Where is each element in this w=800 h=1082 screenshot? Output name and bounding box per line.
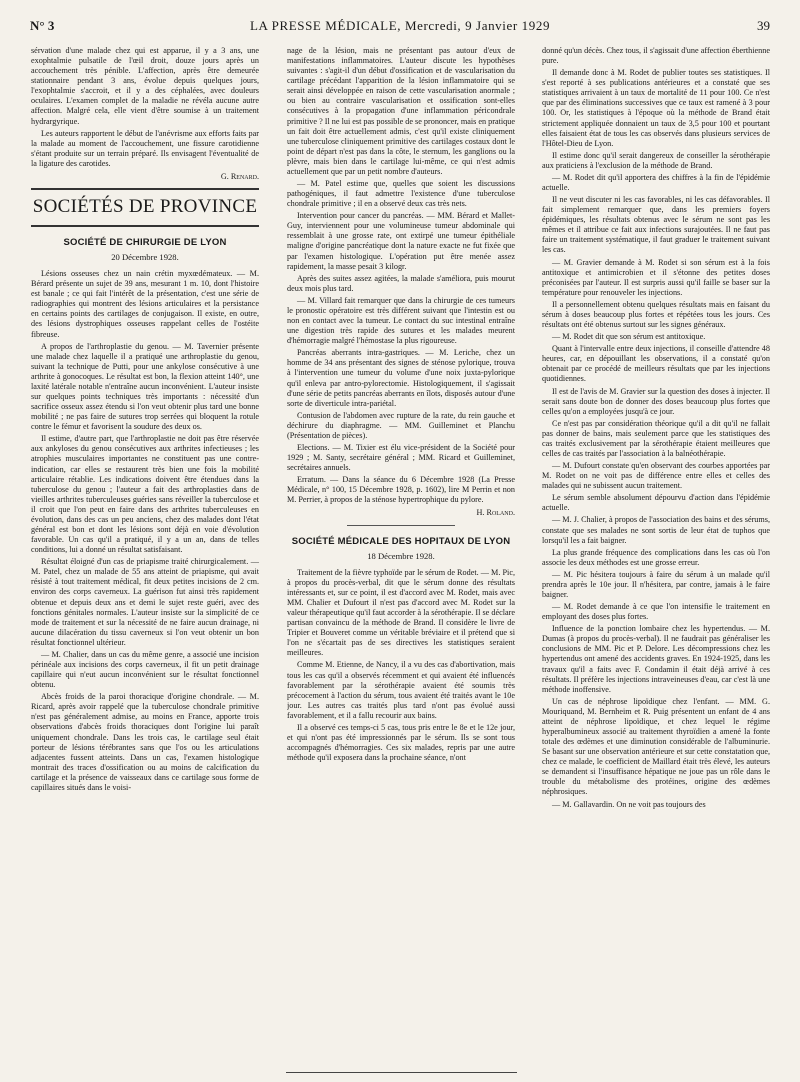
column-middle [287, 46, 515, 1074]
paragraph: Quant à l'intervalle entre deux injections, il conseille d'attendre 48 heures, car, en dépouillant les observations, il a constaté qu'on obtenait par ce procédé de meilleurs résultats que par les injections quotidiennes. [542, 344, 770, 384]
divider [347, 525, 455, 526]
divider [31, 188, 259, 190]
signature: G. Renard. [220, 171, 259, 181]
paragraph: Le sérum semble absolument dépourvu d'action dans l'épidémie actuelle. [542, 493, 770, 513]
paragraph: — M. Pic hésitera toujours à faire du sérum à un malade qu'il prendra après le 10e jour. Il n'hésitera, par contre, jamais à le faire baigner. [542, 569, 770, 599]
paragraph: — M. Rodet demande à ce que l'on intensifie le traitement en employant des doses plus fortes. [542, 602, 770, 622]
article-paragraph: Abcès froids de la paroi thoracique d'origine chondrale. — M. Ricard, après avoir rappelé que la tuberculose chondrale primitive n'est pas généralement admise, au moins en France, apporte trois observations d'abcès froids thoraciques dont l'origine lui paraît uniquement chondrale. Dans les trois cas, le cartilage seul était porteur de lésions térébrantes sans que l'os ou les articulations adjacentes fussent atteints. Dans un cas, l'examen histologique montrait des traces d'ossification ou au moins de calcification du cartilage et la présence de vaisseaux dans ce cartilage sous forme de capillaires situés dans le voisi- [31, 692, 259, 792]
paragraph: — M. Chalier, dans un cas du même genre, a associé une incision périnéale aux incisions des corps caverneux, il fit un petit drainage capillaire qui n'eut aucun inconvénient sur le résultat fonctionnel obtenu. [31, 649, 259, 690]
signature: H. Roland. [476, 508, 515, 518]
paragraph: — M. J. Chalier, à propos de l'association des bains et des sérums, constate que ses malades ne sont sortis de leur état de tuphos que lorsqu'il les a fait baigner. [542, 515, 770, 545]
paragraph: Il a observé ces temps-ci 5 cas, tous pris entre le 8e et le 12e jour, et qui n'ont pas été impressionnés par le sérum. Ils se sont tous accompagnés d'hémorragies. Ces six malades, repris par une autre méthode qu'il exposera dans la prochaine séance, n'ont [287, 722, 515, 763]
page-number: 39 [757, 18, 770, 33]
paragraph: Il est de l'avis de M. Gravier sur la question des doses à injecter. Il serait sans doute bon de donner des doses beaucoup plus fortes que celles qu'on a employées jusqu'à ce jour. [542, 386, 770, 416]
paragraph: Il ne veut discuter ni les cas favorables, ni les cas défavorables. Il fait simplement remarquer que, dans les premiers foyers épidémiques, les résultats obtenus avec le sérum ne sont pas les mêmes et il attribue ce fait aux infections surajoutées. Il ne faut pas faire un traitement systématique, il faut graduer le traitement suivant les cas. [542, 195, 770, 255]
article-paragraph: Contusion de l'abdomen avec rupture de la rate, du rein gauche et déchirure du diaphragme. — MM. Guilleminet et Planchu (Présentation de pièces). [287, 410, 515, 440]
paragraph: — M. Gravier demande à M. Rodet si son sérum est à la fois antitoxique et antimicrobien et il s'étonne des petites doses préconisées par l'auteur. Il est surpris aussi qu'il faille se baser sur la température pour renouveler les injections. [542, 257, 770, 297]
article-paragraph: A propos de l'arthroplastie du genou. — M. Tavernier présente une malade chez laquelle il a pratiqué une arthroplastie du genou, suivant la technique de Putti, pour une ankylose consécutive à une arthrite à gonocoques. Le résultat est bon, la flexion atteint 140°, une laxité latérale notable n'entraîne aucun inconvénient. L'auteur insiste sur quelques points techniques très importants : nécessité d'un sacrifice osseux assez étendu si l'on veut obtenir plus tard une bonne mobilité ; ne pas faire de sutures trop serrées qui bloquent la rotule contre le fémur et favorisent la soudure des deux os. [31, 341, 259, 432]
divider [31, 225, 259, 227]
paragraph: Les auteurs rapportent le début de l'anévrisme aux efforts faits par la malade au moment de l'accouchement, une fissure carotidienne s'étant produite sur un terrain préparé. Ils envisagent l'éventualité de la ligature des carotides. [31, 128, 259, 168]
journal-title: LA PRESSE MÉDICALE, Mercredi, 9 Janvier 1929 [249, 18, 551, 33]
paragraph: — M. Rodet dit qu'il apportera des chiffres à la fin de l'épidémie actuelle. [542, 172, 770, 193]
issue-number: N° 3 [30, 18, 55, 33]
session-date: 18 Décembre 1928. [367, 551, 435, 562]
society-heading: SOCIÉTÉ MÉDICALE DES HOPITAUX DE LYON [291, 535, 511, 547]
paragraph: Comme M. Etienne, de Nancy, il a vu des cas d'abortivation, mais tous les cas qu'il a observés récemment et qui avaient été influencés favorablement par la sérothérapie avaient été soumis très précocement à l'action du sérum, tous avaient été traités avant le 10e jour. Les autres cas traités plus tard n'ont pas évolué aussi favorablement, et il a fallu recourir aux bains. [287, 660, 515, 720]
paragraph: Il estime donc qu'il serait dangereux de conseiller la sérothérapie aux praticiens à l'exclusion de la méthode de Brand. [542, 150, 770, 170]
article-paragraph: Résultat éloigné d'un cas de priapisme traité chirurgicalement. — M. Patel, chez un malade de 55 ans atteint de priapisme, qui avait résisté à tout traitement médical, fit deux petites incisions de 2 cm. environ des corps caverneux. La guérison fut ainsi très rapidement obtenue et depuis deux ans et demi le sujet reste guéri, avec des fonctions génitales normales. L'auteur insiste sur la simplicité de ce mode de traitement et sur la nécessité de ne faire aucun drainage, ni aucune dilacération du tissu caverneux si l'on veut obtenir un bon résultat fonctionnel ultérieur. [31, 557, 259, 647]
paragraph: — M. Dufourt constate qu'en observant des courbes apportées par M. Rodet on ne voit pas de différence entre elles et celles des malades qui ne subissent aucun traitement. [542, 461, 770, 491]
article-paragraph: Traitement de la fièvre typhoïde par le sérum de Rodet. — M. Pic, à propos du procès-verbal, dit que le sérum donne des résultats intéressants et, sur ce point, il est d'accord avec M. Rodet, mais avec MM. Chalier et Dufourt il n'est pas d'accord avec M. Rodet sur la valeur thérapeutique qu'il faut accorder à la sérothérapie. Il se déclare partisan convaincu de la méthode de Brand. Il considère le livre de Tripier et Bouveret comme un véritable bréviaire et il prétend que si l'on ne s'écartait pas de ses directives les statistiques seraient meilleures. [287, 567, 515, 658]
paragraph: — M. Gallavardin. On ne voit pas toujours des [552, 799, 706, 809]
society-heading: SOCIÉTÉ DE CHIRURGIE DE LYON [63, 236, 227, 248]
column-right [542, 46, 770, 1074]
session-date: 20 Décembre 1928. [111, 252, 179, 263]
page-header [30, 14, 770, 36]
paragraph: donné qu'un décès. Chez tous, il s'agissait d'une affection éberthienne pure. [542, 46, 770, 66]
paragraph: Erratum. — Dans la séance du 6 Décembre 1928 (La Presse Médicale, n° 100, 15 Décembre 1928, p. 1602), lire M Perrin et non M. Perrier, à propos de la sténose hypertrophique du pylore. [287, 475, 515, 505]
paragraph: sérvation d'une malade chez qui est apparue, il y a 3 ans, une exophtalmie pulsatile de l'œil droit, douze jours après un accouchement très pénible. L'affection, après être demeurée stationnaire pendant 3 ans, évolue depuis quelques jours, l'exophtalmie s'accroit, et il y a des céphalées, avec douleurs oculaires. L'examen complet de la maladie ne révéla aucune autre affection. Malgré cela, elle vient d'être soumise à un traitement hydrargyrique. [31, 46, 259, 126]
paragraph: — M. Rodet dit que son sérum est antitoxique. [552, 332, 706, 342]
paragraph: nage de la lésion, mais ne présentant pas autour d'eux de manifestations inflammatoires. L'auteur discute les hypothèses suivantes : s'agit-il d'un début d'ossification et de vascularisation du cartilage précédant l'apparition de la lésion inflammatoire qui se serait ainsi développée en raison de cette vascularisation anormale ; ou bien au contraire vascularisation et ossification sont-elles consécutives à la propagation d'une inflammation péricondrale primitive ? Il ne lui est pas possible de se prononcer, mais en pratique un fait doit être actuellement admis, c'est qu'il existe cliniquement une tuberculose cliniquement primitive des cartilages costaux dont le point de départ n'est pas dans la côte, le sternum, les ganglions ou la plèvre, mais bien dans le cartilage lui-même, ce qui n'est admis actuellement que par un petit nombre d'auteurs. [287, 46, 515, 176]
paragraph: Après des suites assez agitées, la malade s'améliora, puis mourut deux mois plus tard. [287, 273, 515, 293]
column-left [31, 46, 259, 1074]
article-paragraph: Influence de la ponction lombaire chez les hypertendus. — M. Dumas (à propos du procès-verbal). Il ne faudrait pas généraliser les conclusions de MM. Pic et P. Delore. Les décompressions chez les hypertendus ont amené des accidents graves. En 1924-1925, dans les travaux qu'il a faits avec F. Condamin il était déjà arrivé à ces résultats. Il préfère les injections intraveineuses d'eau, car c'est là une méthode inoffensive. [542, 624, 770, 694]
paragraph: Il a personnellement obtenu quelques résultats mais en faisant du sérum à doses beaucoup plus fortes et répétées tous les jours. Ces résultats ont été obtenus surtout sur les signes généraux. [542, 299, 770, 330]
paragraph: Il demande donc à M. Rodet de publier toutes ses statistiques. Il s'est reporté à ses publications antérieures et a constaté que ses statistiques arrivaient à un taux de mortalité de 11 pour 100. Ce n'est que par des éliminations successives que ce taux est ramené à 3 pour 100. Or, les statistiques à l'époque où la méthode de Brand était strictement appliquée donnaient un taux de 3,5 pour 100 et pourtant elles faisaient état de tous les cas observés dans plusieurs services de l'Hôtel-Dieu de Lyon. [542, 68, 770, 148]
paragraph: Il estime, d'autre part, que l'arthroplastie ne doit pas être réservée aux ankyloses du genou consécutives aux arthrites infectieuses ; les atrophies musculaires importantes ne constituent pas une contre-indication, car elles se restaurent très bien une fois la mobilité articulaire rétablie. Les indications doivent être étendues dans la tuberculose du genou ; l'auteur a fait des arthroplasties dans de vieilles arthrites tuberculeuses guéries sans réveiller la tuberculose et il croit que l'on peut en faire dans des arthrites tuberculeuses en évolution, dans des cas un peu anciens, chez des malades dont l'état général est bon et dont les lésions sont déjà en voie d'évolution favorable. Un cas qu'il a pratiqué, il y a un an, dans de telles conditions, lui a donné un résultat satisfaisant. [31, 434, 259, 555]
article-paragraph: Un cas de néphrose lipoïdique chez l'enfant. — MM. G. Mouriquand, M. Bernheim et R. Puig présentent un enfant de 4 ans atteint de néphrose lipoïdique, et chez lequel le régime hyperalbumineux associé au traitement thyroïdien a amené la fonte totale des œdèmes et une diminution considérable de l'albuminurie. Se basant sur une observation antérieure et sur cette constatation que, chez ce malade, le coefficient de Maillard était très élevé, les auteurs se demandent si l'insuffisance hépatique ne joue pas un rôle dans le trouble du métabolisme des protéines, origine des œdèmes néphrosiques. [542, 696, 770, 797]
paragraph: La plus grande fréquence des complications dans les cas où l'on associe les deux méthodes est une grosse erreur. [542, 547, 770, 567]
footer-rule [286, 1072, 517, 1073]
article-paragraph: Pancréas aberrants intra-gastriques. — M. Leriche, chez un homme de 34 ans présentant des signes de sténose pylorique, trouva à l'intervention une tumeur du volume d'une noix juxta-pylorique qu'il enleva par antro-pylorectomie. Histologiquement, il s'agissait d'une série de petits pancréas aberrants en îlots, disposés autour d'une sorte de diverticule intra-pariétal. [287, 348, 515, 408]
paragraph: — M. Villard fait remarquer que dans la chirurgie de ces tumeurs le pronostic opératoire est très différent suivant que l'intestin est ou non en contact avec la tumeur. Le contact du suc intestinal entraîne une digestion très rapide des sutures et les malades meurent d'hémorragie malgré l'hémostase la plus rigoureuse. [287, 295, 515, 346]
article-paragraph: Lésions osseuses chez un nain crétin myxœdémateux. — M. Bérard présente un sujet de 39 ans, mesurant 1 m. 10, dont l'histoire est banale ; ce qui fait l'intérêt de la présentation, c'est une série de radiographies qui montrent des lésions articulaires et la persistance en certains points des cartilages de conjugaison. Il existe, en outre, des lésions dystrophiques osseuses rappelant celles de l'ostéite fibreuse. [31, 269, 259, 339]
article-paragraph: Intervention pour cancer du pancréas. — MM. Bérard et Mallet-Guy, interviennent pour une volumineuse tumeur abdominale qui ressemblait à une grosse rate, ont extirpé une tumeur épithéliale maligne d'origine pancréatique dont la nature exacte ne fut fixée que par l'examen histologique. L'opération put être menée assez rapidement, la masse pesait 3 kilogr. [287, 211, 515, 271]
paragraph: Ce n'est pas par considération théorique qu'il a dit qu'il ne fallait pas donner de bains, mais seulement parce que les statistiques des cas traités exclusivement par la sérothérapie étaient meilleures que celles de cas traités par l'association à la balnéothérapie. [542, 418, 770, 458]
paragraph: — M. Patel estime que, quelles que soient les discussions pathogéniques, il faut admettre l'existence d'une tuberculose chondrale primitive ; il en a observé deux cas très nets. [287, 179, 515, 209]
paragraph: Elections. — M. Tixier est élu vice-président de la Société pour 1929 ; M. Santy, secrétaire général ; MM. Ricard et Guilleminet, secrétaires annuels. [287, 442, 515, 473]
section-title: SOCIÉTÉS DE PROVINCE [32, 196, 258, 218]
